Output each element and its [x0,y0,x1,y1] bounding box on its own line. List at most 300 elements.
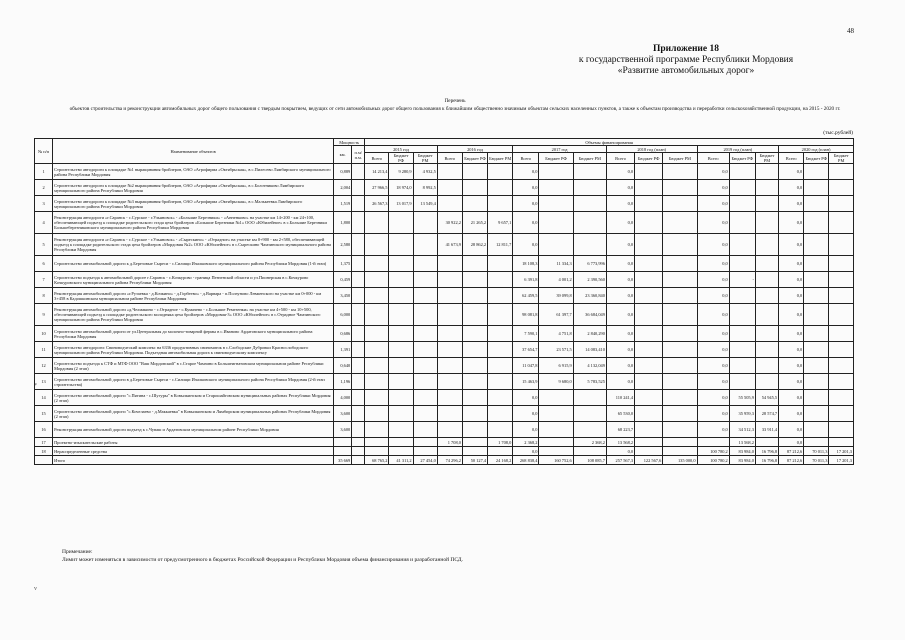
funding-value: 6 773,996 [573,256,606,272]
capacity-pm [352,256,365,272]
funding-value: 55 505,9 [729,390,755,406]
capacity-pm [352,272,365,288]
funding-value [663,406,697,422]
funding-value [804,406,829,422]
funding-value [635,272,663,288]
funding-value: 100 780,2 [697,456,729,465]
funding-value [488,342,513,358]
funding-value: 6 391,8 [513,272,539,288]
funding-value: 0,0 [779,304,804,326]
funding-value [829,196,854,212]
funding-value: 0,0 [513,406,539,422]
funding-value: 0,0 [697,272,729,288]
funding-value: 0,0 [606,304,634,326]
object-name: Реконструкция автомобильной дороги подъезд к с.Чуваш и Ардатовском муниципальном районе Республики Мордовия [53,422,334,438]
funding-value [462,304,487,326]
funding-value: 13 017,9 [389,196,413,212]
col-2015: 2015 год [365,146,437,153]
funding-value [663,447,697,456]
funding-value [389,390,413,406]
funding-value [462,180,487,196]
funding-value: 4 132,049 [573,358,606,374]
appendix-number: Приложение 18 [652,44,719,54]
funding-value [663,288,697,304]
funding-value: 0,0 [697,288,729,304]
col-2016: 2016 год [437,146,513,153]
funding-value: 0,0 [779,256,804,272]
funding-value [573,406,606,422]
funding-value [829,234,854,256]
col-total: Всего [365,153,389,164]
capacity-pm [352,374,365,390]
capacity-pm [352,164,365,180]
funding-value [729,358,755,374]
notes-heading: Примечание: [62,549,93,555]
funding-value: 0,0 [513,447,539,456]
table-row [35,180,854,196]
funding-value: 68 765,2 [365,456,389,465]
funding-value [413,438,437,447]
funding-value [462,390,487,406]
funding-value: 0,0 [606,288,634,304]
table-row [35,374,854,390]
funding-value [829,304,854,326]
funding-value [437,406,462,422]
funding-value [829,212,854,234]
funding-value: 0,0 [697,358,729,374]
margin-mark: * [34,383,37,389]
funding-value: 0,0 [779,438,804,447]
funding-value: 30 922,2 [437,212,462,234]
capacity-km: 1,196 [334,374,352,390]
row-number: 1 [35,164,53,180]
funding-value [663,422,697,438]
funding-value: 2 368,2 [513,438,539,447]
funding-value [539,234,573,256]
capacity-pm [352,342,365,358]
funding-value [804,196,829,212]
funding-value: 15 463,9 [513,374,539,390]
funding-value: 1 708,0 [437,438,462,447]
funding-value [389,272,413,288]
funding-value: 0,0 [779,288,804,304]
col-total: Всего [697,153,729,164]
funding-value: 7 590,1 [513,326,539,342]
funding-value [573,212,606,234]
col-capacity: Мощность [334,139,365,146]
funding-value: 0,0 [606,196,634,212]
funding-value: 2 840,290 [573,326,606,342]
funding-value: 37 654,7 [513,342,539,358]
funding-value: 98 081,8 [513,304,539,326]
appendix-heading [576,44,796,77]
funding-value: 13 549,4 [413,196,437,212]
funding-value: 0,0 [779,342,804,358]
funding-value: 0,0 [606,256,634,272]
funding-value [437,422,462,438]
funding-value [663,438,697,447]
capacity-km: 1,391 [334,342,352,358]
page-number: 48 [847,27,854,35]
funding-value [635,304,663,326]
funding-value [804,342,829,358]
funding-value [829,390,854,406]
funding-value [729,212,755,234]
funding-value: 0,0 [697,180,729,196]
funding-value [635,180,663,196]
capacity-pm [352,234,365,256]
funding-value: 18 108,3 [513,256,539,272]
funding-value [413,256,437,272]
funding-value: 83 984,0 [729,447,755,456]
funding-value [413,422,437,438]
col-total: Всего [513,153,539,164]
funding-value [389,358,413,374]
funding-value: 9 280,9 [389,164,413,180]
funding-value: 33 911,4 [755,422,778,438]
col-budget-rf: Бюджет РФ [389,153,413,164]
funding-value [729,374,755,390]
funding-value [635,422,663,438]
funding-value [488,422,513,438]
funding-value [663,374,697,390]
table-row [35,304,854,326]
funding-value [635,326,663,342]
funding-value [755,438,778,447]
funding-value [697,438,729,447]
funding-value [729,326,755,342]
funding-value [829,438,854,447]
funding-value: 28 862,2 [462,234,487,256]
funding-value [755,304,778,326]
funding-value: 0,0 [697,234,729,256]
row-number [35,456,53,465]
funding-value [573,422,606,438]
table-row [35,288,854,304]
funding-value [829,164,854,180]
funding-value: 27 454,0 [413,456,437,465]
funding-value: 0,0 [779,180,804,196]
table-row [35,456,854,465]
funding-value [663,234,697,256]
funding-value [437,272,462,288]
funding-value [804,288,829,304]
funding-value: 4 751,8 [539,326,573,342]
table-row [35,342,854,358]
funding-value [804,326,829,342]
funding-value: 0,0 [697,256,729,272]
funding-value [755,326,778,342]
funding-value [804,272,829,288]
header-row [35,139,854,146]
funding-value [413,272,437,288]
capacity-km: 1,519 [334,196,352,212]
funding-value [413,304,437,326]
funding-value: 2 390,560 [573,272,606,288]
col-name: Наименование объектов [53,139,334,164]
funding-value [804,256,829,272]
funding-value [389,374,413,390]
capacity-pm [352,456,365,465]
col-2018: 2018 год (план) [606,146,697,153]
capacity-km: 4,000 [334,390,352,406]
funding-value [755,180,778,196]
capacity-km: 0,459 [334,272,352,288]
funding-value [755,342,778,358]
funding-value [437,304,462,326]
capacity-pm [352,447,365,456]
funding-value: 0,0 [513,422,539,438]
funding-value [729,304,755,326]
funding-value [389,342,413,358]
funding-value [635,288,663,304]
funding-value [755,196,778,212]
capacity-km: 2,580 [334,234,352,256]
col-budget-rm: Бюджет РМ [573,153,606,164]
row-number: 4 [35,212,53,234]
table-row [35,256,854,272]
object-name: Реконструкция автомобильной дороги «г.Рузаевка - д.Кочкино» - д.Горбеево» - д.Варвара - п.Ползуново Левженского на участке км 0+000 - км 3+458 в Кадошкинском муниципальном районе Республики Мордовия [53,288,334,304]
funding-value [539,390,573,406]
table-row [35,406,854,422]
funding-value [462,288,487,304]
row-number: 3 [35,196,53,212]
capacity-km: 0,686 [334,326,352,342]
funding-value [829,288,854,304]
funding-value: 17 201,3 [829,447,854,456]
funding-value [573,164,606,180]
funding-value [488,196,513,212]
funding-value [413,288,437,304]
col-2017: 2017 год [513,146,607,153]
capacity-km: 1,800 [334,212,352,234]
funding-value: 108 085,7 [573,456,606,465]
funding-value [804,422,829,438]
funding-value: 14 083,410 [573,342,606,358]
funding-value [462,358,487,374]
funding-value: 13 568,2 [606,438,634,447]
funding-value [488,358,513,374]
row-number: 8 [35,288,53,304]
funding-value: 14 213,4 [365,164,389,180]
funding-value [635,390,663,406]
col-budget-rm: Бюджет РМ [413,153,437,164]
row-number: 2 [35,180,53,196]
funding-value [437,374,462,390]
object-name: Нераспределенные средства [53,447,334,456]
capacity-pm [352,180,365,196]
funding-value [663,358,697,374]
funding-value: 68 223,7 [606,422,634,438]
funding-value [437,256,462,272]
funding-value [437,180,462,196]
funding-value [488,256,513,272]
funding-value [804,390,829,406]
funding-value [804,304,829,326]
funding-value: 26 567,3 [365,196,389,212]
capacity-km: 3,450 [334,288,352,304]
funding-value: 257 567,3 [606,456,634,465]
col-funding: Объемы финансирования [365,139,854,146]
col-2019: 2019 год (план) [697,146,779,153]
funding-value [755,358,778,374]
funding-value [635,256,663,272]
funding-value: 0,0 [779,272,804,288]
funding-value [365,358,389,374]
capacity-pm [352,390,365,406]
funding-value [437,447,462,456]
row-number: 12 [35,358,53,374]
capacity-pm [352,326,365,342]
funding-value: 70 011,3 [804,447,829,456]
funding-value: 0,0 [697,212,729,234]
funding-value: 0,0 [697,342,729,358]
object-name: Строительство подъезда к СТФ и МТФ ООО "Ваш Мордовский" в с.Старое Чамзино в Большеигнатовском муниципальном районе Республики Мордовия (2 этап) [53,358,334,374]
funding-value: 41 311,2 [389,456,413,465]
funding-value [437,326,462,342]
funding-value [539,196,573,212]
object-name: Строительство автодороги к площадке №1 выращивания бройлеров, ОАО «Агрофирма «Октябрьская», в с.Пилесево Лямбирского муниципального района Республики Мордовия [53,164,334,180]
funding-value [437,342,462,358]
funding-value [413,326,437,342]
funding-value [365,342,389,358]
funding-value: 18 974,0 [389,180,413,196]
funding-value [365,374,389,390]
funding-value [365,447,389,456]
funding-value: 41 673,9 [437,234,462,256]
funding-value: 0,0 [779,374,804,390]
funding-value [365,406,389,422]
funding-value: 12 811,7 [488,234,513,256]
funding-value: 13 568,2 [729,438,755,447]
funding-value [488,304,513,326]
funding-value: 5 783,525 [573,374,606,390]
funding-value: 87 212,6 [779,456,804,465]
funding-value [755,212,778,234]
row-number: 11 [35,342,53,358]
capacity-km: 0,640 [334,358,352,374]
funding-value: 17 201,3 [829,456,854,465]
object-name: Строительство автомобильной дороги к д.Березовые Сыреси - с.Силищи Ичалковского муниципального района Республики Мордовия (1-й этап) [53,256,334,272]
col-budget-rm: Бюджет РМ [663,153,697,164]
unit-label: (тыс.рублей) [823,130,853,136]
funding-value: 70 011,3 [804,456,829,465]
capacity-km: 3,600 [334,406,352,422]
funding-value [413,447,437,456]
funding-value: 0,0 [606,180,634,196]
funding-value [413,234,437,256]
col-budget-rm: Бюджет РМ [488,153,513,164]
funding-value [488,406,513,422]
objects-table [34,138,854,465]
funding-value [365,390,389,406]
col-budget-rf: Бюджет РФ [462,153,487,164]
col-budget-rm: Бюджет РМ [829,153,854,164]
funding-value: 4 001,2 [539,272,573,288]
document-title [40,97,870,113]
funding-value: 34 512,3 [729,422,755,438]
funding-value [663,196,697,212]
funding-value [488,164,513,180]
appendix-subprogram: «Развитие автомобильных дорог» [617,66,755,76]
capacity-pm [352,406,365,422]
funding-value [389,256,413,272]
funding-value [437,358,462,374]
funding-value: 61 397,7 [539,304,573,326]
funding-value [365,288,389,304]
table-row [35,422,854,438]
capacity-pm [352,358,365,374]
capacity-km [334,447,352,456]
funding-value: 0,0 [779,164,804,180]
object-name: Строительство автодороги к площадке №2 выращивания бройлеров, ОАО «Агрофирма «Октябрьская», в с.Болотниково Лямбирского муниципального района Республики Мордовия [53,180,334,196]
funding-value [365,326,389,342]
table-row [35,234,854,256]
funding-value: 0,0 [606,164,634,180]
title-body: объектов строительства и реконструкции автомобильных дорог общего пользования с твердым покрытием, ведущих от сети автомобильных дорог общего пользования к ближайшим общественно значимым объектам сельских населенных пунктов, а также к объектам производства и переработки сельскохозяйственной продукции, на 2015 - 2020 гг. [69,106,841,112]
funding-value: - [729,272,755,288]
funding-value [539,406,573,422]
funding-value [539,212,573,234]
funding-value [462,422,487,438]
table-row [35,447,854,456]
funding-value: 2 368,2 [573,438,606,447]
funding-value [663,212,697,234]
object-name: Строительство автомобильной дороги "с.Кочелаево - д.Маккаевка" в Ковылкинском и Лямбирском муниципальных районах Республики Мордовия (2 этап) [53,406,334,422]
funding-value [488,447,513,456]
funding-value [462,447,487,456]
funding-value [573,196,606,212]
funding-value [829,342,854,358]
funding-value [829,256,854,272]
funding-value [488,272,513,288]
funding-value: 0,0 [606,272,634,288]
row-number: 9 [35,304,53,326]
funding-value [539,447,573,456]
row-number: 6 [35,256,53,272]
capacity-pm [352,288,365,304]
funding-value [437,390,462,406]
funding-value [804,374,829,390]
funding-value: 23 571,5 [539,342,573,358]
funding-value: 0,0 [779,422,804,438]
funding-value [829,272,854,288]
funding-value: 35 959,3 [729,406,755,422]
funding-value [413,374,437,390]
funding-value [755,234,778,256]
col-total: Всего [606,153,634,164]
funding-value: 36 684,049 [573,304,606,326]
table-row [35,164,854,180]
funding-value [573,180,606,196]
col-total: Всего [779,153,804,164]
funding-value: 0,0 [606,358,634,374]
funding-value: 122 567,6 [635,456,663,465]
table-row [35,272,854,288]
capacity-km: 0,889 [334,164,352,180]
funding-value: 11 047,8 [513,358,539,374]
funding-value [462,374,487,390]
funding-value: 4 932,5 [413,164,437,180]
funding-value [437,288,462,304]
object-name: Проектно-изыскательские работы [53,438,334,447]
funding-value [488,390,513,406]
funding-value [729,256,755,272]
funding-value [413,212,437,234]
funding-value [829,406,854,422]
funding-value: 0,0 [513,390,539,406]
funding-value: 0,0 [779,390,804,406]
